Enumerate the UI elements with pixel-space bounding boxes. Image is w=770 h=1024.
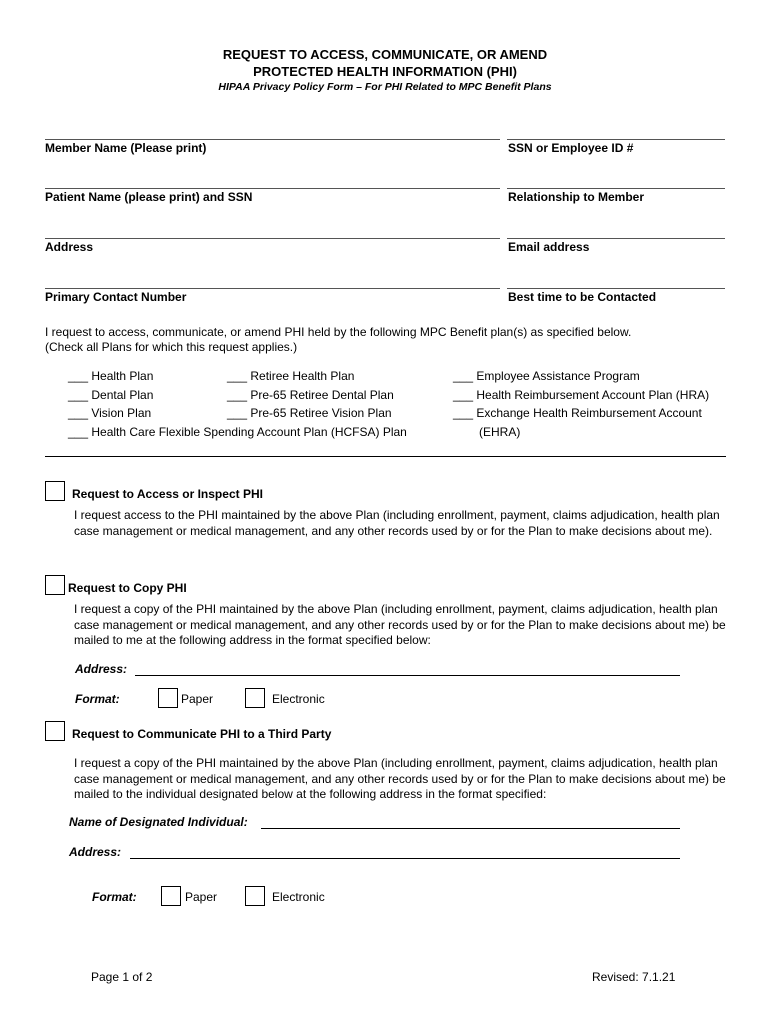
third-party-paper-checkbox[interactable] bbox=[161, 886, 181, 906]
third-party-text: I request a copy of the PHI maintained by the above Plan (including enrollment, payment, claims adjudication, health plan case management or medical management, and any other records used by or for the Plan to make decisions about me) be mailed to the individual designated below at the following address in the format specified: bbox=[74, 756, 726, 801]
form-title-line1: REQUEST TO ACCESS, COMMUNICATE, OR AMEND bbox=[222, 47, 548, 62]
plan-eap[interactable]: ___ Employee Assistance Program bbox=[453, 369, 640, 383]
third-party-address-label: Address: bbox=[69, 845, 122, 859]
third-party-electronic-checkbox[interactable] bbox=[245, 886, 265, 906]
intro-line1: I request to access, communicate, or amend PHI held by the following MPC Benefit plan(s) as specified below. bbox=[45, 325, 632, 339]
third-party-address-line[interactable] bbox=[130, 858, 680, 859]
section-divider bbox=[45, 456, 726, 457]
copy-address-label: Address: bbox=[75, 662, 128, 676]
copy-electronic-checkbox[interactable] bbox=[245, 688, 265, 708]
access-text: I request access to the PHI maintained by the above Plan (including enrollment, payment, claims adjudication, health plan case management or medical management, and any other records used by or for the Plan to make decisions about me). bbox=[74, 508, 720, 538]
plan-health[interactable]: ___ Health Plan bbox=[68, 369, 154, 383]
page-number: Page 1 of 2 bbox=[91, 970, 153, 984]
plan-retiree-dental[interactable]: ___ Pre-65 Retiree Dental Plan bbox=[227, 388, 394, 402]
best-time-line[interactable] bbox=[507, 288, 725, 289]
form-title-line2: PROTECTED HEALTH INFORMATION (PHI) bbox=[253, 64, 517, 79]
plan-ehra[interactable]: ___ Exchange Health Reimbursement Account bbox=[453, 406, 702, 420]
ssn-line[interactable] bbox=[507, 139, 725, 140]
access-heading: Request to Access or Inspect PHI bbox=[72, 487, 263, 501]
member-name-line[interactable] bbox=[45, 139, 500, 140]
third-party-electronic-label: Electronic bbox=[272, 890, 325, 904]
copy-text: I request a copy of the PHI maintained by the above Plan (including enrollment, payment, claims adjudication, health plan case management or medical management, and any other records used by or for the Plan to make decisions about me) be mailed to me at the following address in the format specified below: bbox=[74, 602, 726, 647]
third-party-heading: Request to Communicate PHI to a Third Party bbox=[72, 727, 332, 741]
plan-retiree-health[interactable]: ___ Retiree Health Plan bbox=[227, 369, 355, 383]
copy-paper-checkbox[interactable] bbox=[158, 688, 178, 708]
patient-name-label: Patient Name (please print) and SSN bbox=[45, 190, 253, 204]
access-checkbox[interactable] bbox=[45, 481, 65, 501]
copy-electronic-label: Electronic bbox=[272, 692, 325, 706]
copy-heading: Request to Copy PHI bbox=[68, 581, 187, 595]
ssn-label: SSN or Employee ID # bbox=[508, 141, 634, 155]
plan-vision[interactable]: ___ Vision Plan bbox=[68, 406, 152, 420]
plan-hra[interactable]: ___ Health Reimbursement Account Plan (HRA) bbox=[453, 388, 710, 402]
email-label: Email address bbox=[508, 240, 590, 254]
relationship-line[interactable] bbox=[507, 188, 725, 189]
best-time-label: Best time to be Contacted bbox=[508, 290, 657, 304]
patient-name-line[interactable] bbox=[45, 188, 500, 189]
third-party-format-label: Format: bbox=[92, 890, 137, 904]
member-name-label: Member Name (Please print) bbox=[45, 141, 207, 155]
address-line[interactable] bbox=[45, 238, 500, 239]
copy-paper-label: Paper bbox=[181, 692, 214, 706]
form-subtitle: HIPAA Privacy Policy Form – For PHI Related to MPC Benefit Plans bbox=[218, 81, 552, 93]
relationship-label: Relationship to Member bbox=[508, 190, 645, 204]
primary-contact-label: Primary Contact Number bbox=[45, 290, 187, 304]
plan-ehra-abbrev: (EHRA) bbox=[479, 425, 521, 439]
copy-format-label: Format: bbox=[75, 692, 120, 706]
designated-name-line[interactable] bbox=[261, 828, 680, 829]
third-party-paper-label: Paper bbox=[185, 890, 218, 904]
revised-date: Revised: 7.1.21 bbox=[592, 970, 676, 984]
address-label: Address bbox=[45, 240, 94, 254]
designated-name-label: Name of Designated Individual: bbox=[69, 815, 248, 829]
primary-contact-line[interactable] bbox=[45, 288, 500, 289]
copy-checkbox[interactable] bbox=[45, 575, 65, 595]
plan-retiree-vision[interactable]: ___ Pre-65 Retiree Vision Plan bbox=[227, 406, 392, 420]
third-party-checkbox[interactable] bbox=[45, 721, 65, 741]
plan-dental[interactable]: ___ Dental Plan bbox=[68, 388, 154, 402]
copy-address-line[interactable] bbox=[135, 675, 680, 676]
intro-line2: (Check all Plans for which this request applies.) bbox=[45, 340, 298, 354]
email-line[interactable] bbox=[507, 238, 725, 239]
plan-hcfsa[interactable]: ___ Health Care Flexible Spending Account Plan (HCFSA) Plan bbox=[68, 425, 407, 439]
